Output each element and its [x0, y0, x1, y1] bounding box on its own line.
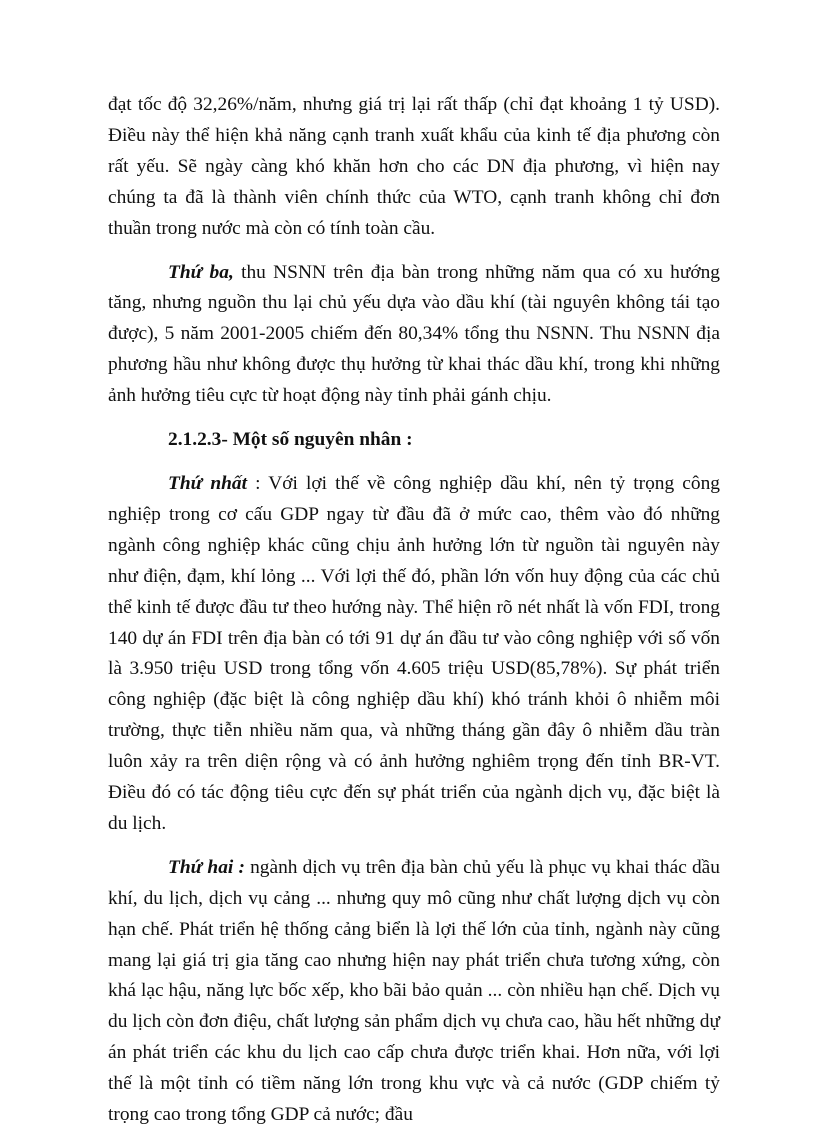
- paragraph-first-cause: [108, 469, 720, 840]
- paragraph-export-competitiveness: [108, 90, 720, 245]
- paragraph-text: thu NSNN trên địa bàn trong những năm qua có xu hướng tăng, nhưng nguồn thu lại chủ yếu dựa vào dầu khí (tài nguyên không tái tạo được), 5 năm 2001-2005 chiếm đến 80,34% tổng thu NSNN. Thu NSNN địa phương hầu như không được thụ hưởng từ khai thác dầu khí, trong khi những ảnh hưởng tiêu cực từ hoạt động này tỉnh phải gánh chịu.: [108, 261, 720, 407]
- paragraph-lead-third: Thứ ba,: [168, 261, 234, 283]
- paragraph-state-budget: [108, 258, 720, 413]
- paragraph-text: đạt tốc độ 32,26%/năm, nhưng giá trị lại rất thấp (chỉ đạt khoảng 1 tỷ USD). Điều này thể hiện khả năng cạnh tranh xuất khẩu của kinh tế địa phương còn rất yếu. Sẽ ngày càng khó khăn hơn cho các DN địa phương, vì hiện nay chúng ta đã là thành viên chính thức của WTO, cạnh tranh không chỉ đơn thuần trong nước mà còn có tính toàn cầu.: [108, 94, 720, 239]
- paragraph-second-cause: [108, 853, 720, 1131]
- section-heading: 2.1.2.3- Một số nguyên nhân :: [168, 429, 413, 451]
- paragraph-text: : Với lợi thế về công nghiệp dầu khí, nên tỷ trọng công nghiệp trong cơ cấu GDP ngay từ đầu đã ở mức cao, thêm vào đó những ngành công nghiệp khác cũng chịu ảnh hưởng lớn từ nguồn tài nguyên này như điện, đạm, khí lỏng ... Với lợi thế đó, phần lớn vốn huy động của các chủ thể kinh tế được đầu tư theo hướng này. Thể hiện rõ nét nhất là vốn FDI, trong 140 dự án FDI trên địa bàn có tới 91 dự án đầu tư vào công nghiệp với số vốn là 3.950 triệu USD trong tổng vốn 4.605 triệu USD(85,78%). Sự phát triển công nghiệp (đặc biệt là công nghiệp dầu khí) khó tránh khỏi ô nhiễm môi trường, thực tiễn nhiều năm qua, và những tháng gần đây ô nhiễm dầu tràn luôn xảy ra trên diện rộng và có ảnh hưởng nghiêm trọng đến tỉnh BR-VT. Điều đó có tác động tiêu cực đến sự phát triển của ngành dịch vụ, đặc biệt là du lịch.: [108, 472, 720, 834]
- paragraph-lead-first: Thứ nhất: [168, 472, 248, 494]
- document-page: [108, 90, 720, 1144]
- paragraph-text: ngành dịch vụ trên địa bàn chủ yếu là phục vụ khai thác dầu khí, du lịch, dịch vụ cảng ... nhưng quy mô cũng như chất lượng dịch vụ còn hạn chế. Phát triển hệ thống cảng biển là lợi thế lớn của tỉnh, ngành này cũng mang lại giá trị gia tăng cao nhưng hiện nay phát triển chưa tương xứng, còn khá lạc hậu, năng lực bốc xếp, kho bãi bảo quản ... còn nhiều hạn chế. Dịch vụ du lịch còn đơn điệu, chất lượng sản phẩm dịch vụ chưa cao, hầu hết những dự án phát triển các khu du lịch cao cấp chưa được triển khai. Hơn nữa, với lợi thế là một tỉnh có tiềm năng lớn trong khu vực và cả nước (GDP chiếm tỷ trọng cao trong tổng GDP cả nước; đầu: [108, 856, 720, 1126]
- paragraph-lead-second: Thứ hai :: [168, 856, 245, 878]
